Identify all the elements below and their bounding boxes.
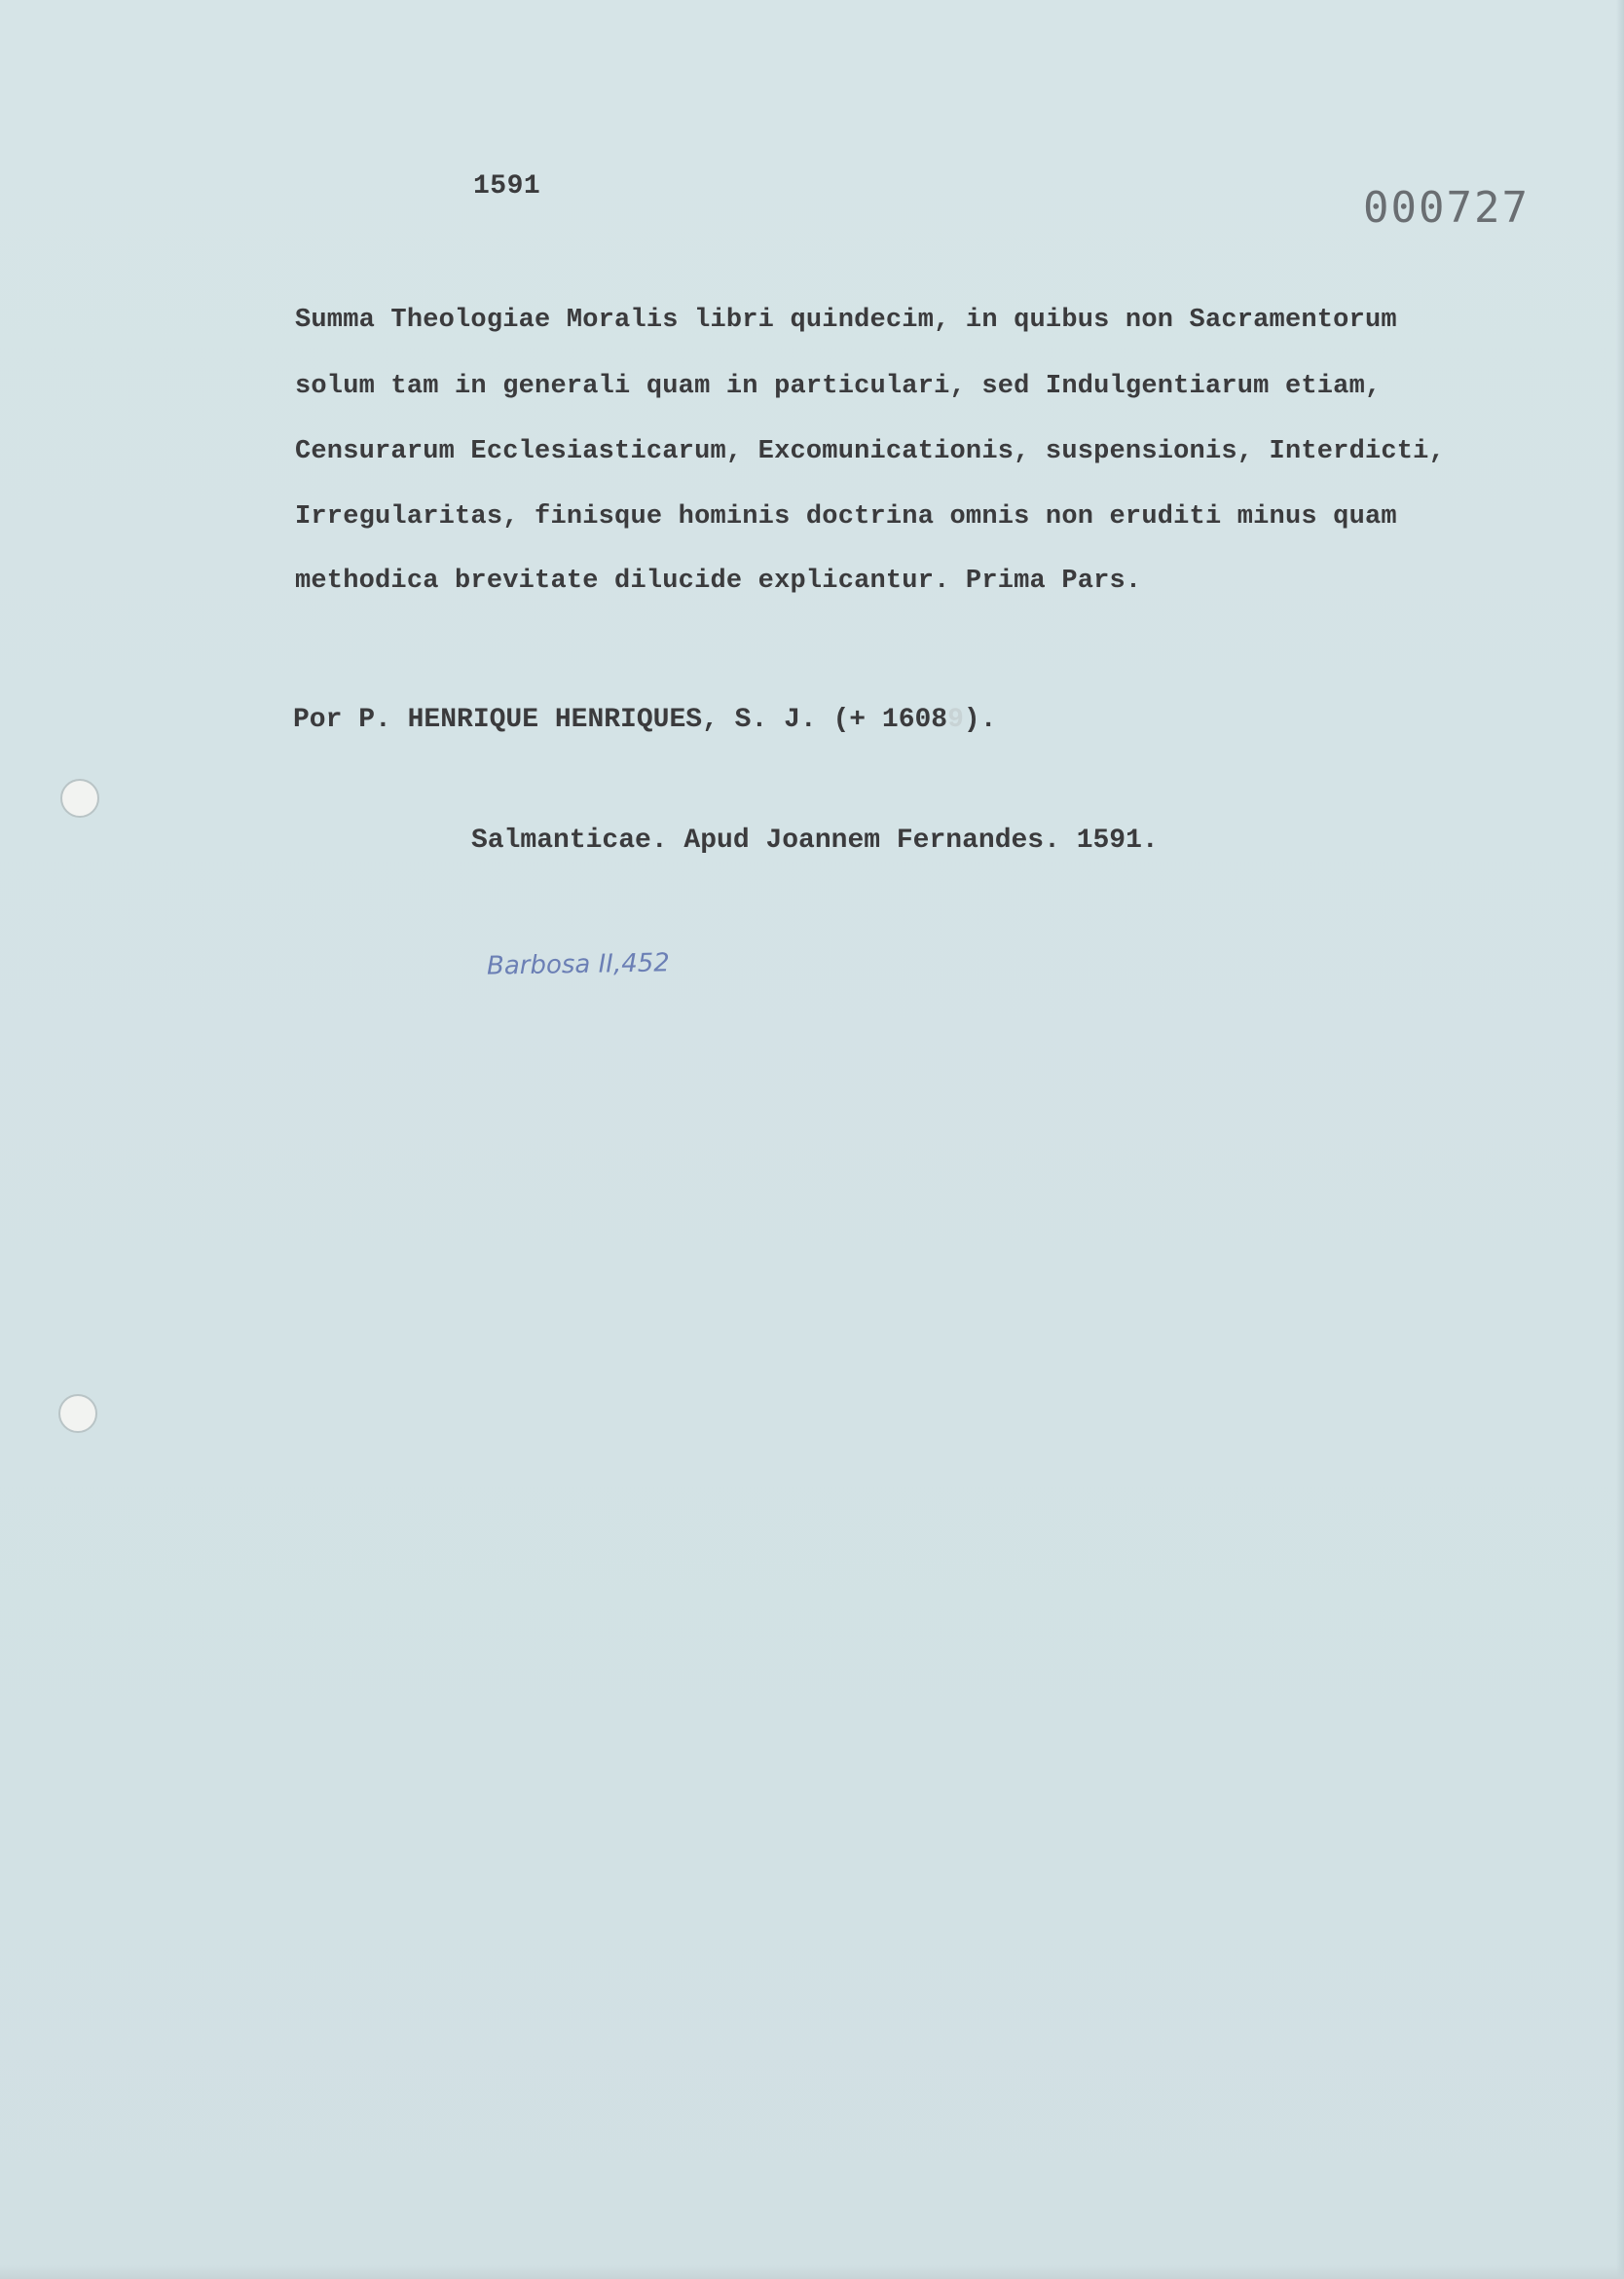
author-text: Por P. HENRIQUE HENRIQUES, S. J. (+ 1608 bbox=[293, 705, 948, 735]
author-line bbox=[293, 705, 997, 735]
title-line: Summa Theologiae Moralis libri quindecim, in quibus non Sacramentorum bbox=[295, 306, 1397, 335]
handwritten-reference-note: Barbosa II,452 bbox=[486, 948, 671, 981]
record-year: 1591 bbox=[473, 171, 541, 202]
title-line: Irregularitas, finisque hominis doctrina omnis non eruditi minus quam bbox=[295, 502, 1397, 532]
punch-hole-top bbox=[60, 779, 99, 818]
paper-bottom-edge bbox=[0, 2265, 1624, 2279]
title-line: methodica brevitate dilucide explicantur. Prima Pars. bbox=[295, 567, 1142, 596]
punch-hole-bottom bbox=[58, 1394, 97, 1433]
imprint-line: Salmanticae. Apud Joannem Fernandes. 1591. bbox=[471, 826, 1159, 856]
paper-right-edge bbox=[1616, 0, 1624, 2279]
document-number-stamp: 000727 bbox=[1363, 183, 1530, 233]
title-line: solum tam in generali quam in particulari, sed Indulgentiarum etiam, bbox=[295, 372, 1382, 401]
author-suffix: ). bbox=[963, 705, 997, 735]
author-ghost-digit: 9 bbox=[947, 705, 964, 735]
title-line: Censurarum Ecclesiasticarum, Excomunicationis, suspensionis, Interdicti, bbox=[295, 437, 1445, 466]
